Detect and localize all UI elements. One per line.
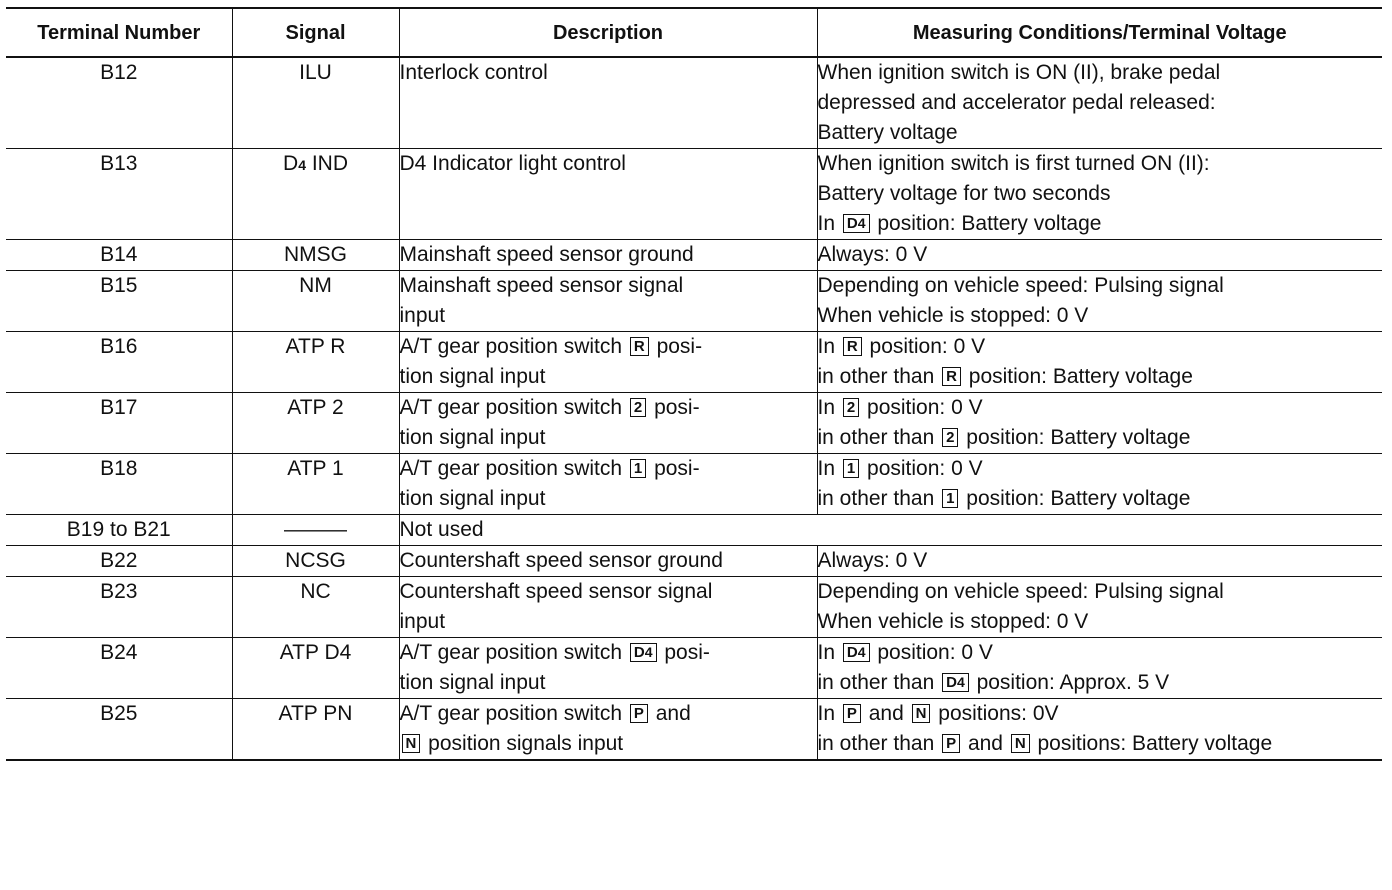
measuring-conditions-cell	[817, 699, 1382, 761]
text-run: tion signal input	[399, 365, 546, 388]
signal-cell: NM	[232, 271, 399, 332]
text-run: In	[817, 396, 841, 419]
text-run: and	[962, 732, 1009, 755]
signal-cell: ATP 1	[232, 454, 399, 515]
text-run: A/T gear position switch	[399, 335, 628, 358]
text-line: input	[399, 610, 446, 633]
description-cell	[399, 638, 817, 699]
signal-rest: IND	[305, 152, 348, 175]
terminal-number-cell: B23	[6, 577, 232, 638]
text-line	[818, 362, 1383, 392]
text-line	[400, 699, 817, 729]
signal-main: D	[283, 152, 299, 175]
description-cell	[399, 57, 817, 149]
position-symbol: D4	[630, 643, 657, 662]
position-symbol: 1	[843, 459, 859, 478]
text-run: position: 0 V	[871, 641, 993, 664]
table-row	[6, 454, 1382, 515]
text-line: Countershaft speed sensor signal	[399, 580, 713, 603]
text-run: In	[817, 457, 841, 480]
position-symbol: N	[1011, 734, 1030, 753]
text-line	[818, 209, 1383, 239]
header-terminal-number: Terminal Number	[6, 8, 232, 57]
text-line	[818, 332, 1383, 362]
text-line	[400, 668, 817, 698]
table-row	[6, 546, 1382, 577]
position-symbol: R	[942, 367, 961, 386]
signal-cell: ATP D4	[232, 638, 399, 699]
position-symbol: R	[630, 337, 649, 356]
text-line	[818, 271, 1383, 301]
header-row	[6, 8, 1382, 57]
description-cell	[399, 577, 817, 638]
terminal-number-cell: B18	[6, 454, 232, 515]
measuring-conditions-cell	[817, 393, 1382, 454]
text-line: Countershaft speed sensor ground	[399, 549, 723, 572]
text-line	[818, 484, 1383, 514]
text-line: input	[399, 304, 446, 327]
text-run: Depending on vehicle speed: Pulsing signal	[817, 274, 1224, 297]
position-symbol: D4	[843, 214, 870, 233]
table-header	[6, 8, 1382, 57]
table-row	[6, 699, 1382, 761]
measuring-conditions-cell	[817, 332, 1382, 393]
description-cell	[399, 271, 817, 332]
text-run: In	[817, 702, 841, 725]
position-symbol: 1	[630, 459, 646, 478]
position-symbol: 2	[942, 428, 958, 447]
text-line	[818, 149, 1383, 179]
signal-cell: ———	[232, 515, 399, 546]
table-row	[6, 393, 1382, 454]
text-line: Mainshaft speed sensor ground	[399, 243, 694, 266]
text-run: position: Battery voltage	[871, 212, 1102, 235]
terminal-number-cell: B24	[6, 638, 232, 699]
signal-cell: ATP R	[232, 332, 399, 393]
text-run: in other than	[817, 487, 941, 510]
text-line	[818, 729, 1383, 759]
text-run: When vehicle is stopped: 0 V	[817, 304, 1089, 327]
description-cell	[399, 699, 817, 761]
text-run: tion signal input	[399, 671, 546, 694]
header-signal: Signal	[232, 8, 399, 57]
text-line: Interlock control	[399, 61, 548, 84]
text-run: When ignition switch is first turned ON (II):	[817, 152, 1210, 175]
table-row	[6, 271, 1382, 332]
text-run: Battery voltage	[817, 121, 958, 144]
position-symbol: P	[630, 704, 648, 723]
text-line	[400, 729, 817, 759]
description-cell	[399, 546, 817, 577]
text-run: Depending on vehicle speed: Pulsing signal	[817, 580, 1224, 603]
position-symbol: R	[843, 337, 862, 356]
terminal-number-cell: B15	[6, 271, 232, 332]
text-line	[818, 638, 1383, 668]
text-run: posi-	[648, 396, 700, 419]
text-line: D4 Indicator light control	[399, 152, 626, 175]
text-line	[818, 668, 1383, 698]
signal-cell: ATP PN	[232, 699, 399, 761]
text-run: in other than	[817, 426, 941, 449]
text-line	[818, 301, 1383, 331]
text-line	[818, 577, 1383, 607]
signal-cell: ATP 2	[232, 393, 399, 454]
text-run: A/T gear position switch	[399, 702, 628, 725]
text-run: posi-	[658, 641, 710, 664]
description-cell	[399, 240, 817, 271]
description-cell	[399, 393, 817, 454]
text-run: A/T gear position switch	[399, 457, 628, 480]
text-run: in other than	[817, 671, 941, 694]
text-line	[400, 423, 817, 453]
position-symbol: P	[942, 734, 960, 753]
signal-cell	[232, 149, 399, 240]
text-line	[400, 484, 817, 514]
position-symbol: 2	[630, 398, 646, 417]
terminal-number-cell: B12	[6, 57, 232, 149]
header-measuring-conditions: Measuring Conditions/Terminal Voltage	[817, 8, 1382, 57]
table-row	[6, 332, 1382, 393]
text-run: position: Battery voltage	[962, 365, 1193, 388]
text-run: position: Battery voltage	[960, 487, 1191, 510]
text-run: posi-	[648, 457, 700, 480]
position-symbol: P	[843, 704, 861, 723]
terminal-number-cell: B16	[6, 332, 232, 393]
measuring-conditions-cell	[817, 454, 1382, 515]
text-run: position: Approx. 5 V	[970, 671, 1170, 694]
text-run: In	[817, 212, 841, 235]
position-symbol: N	[402, 734, 421, 753]
signal-cell: ILU	[232, 57, 399, 149]
text-run: posi-	[650, 335, 703, 358]
terminal-table	[6, 7, 1382, 761]
text-run: positions: Battery voltage	[1031, 732, 1273, 755]
text-line	[818, 699, 1383, 729]
text-run: In	[817, 335, 841, 358]
table-body	[6, 57, 1382, 760]
text-run: A/T gear position switch	[399, 641, 628, 664]
measuring-conditions-cell	[817, 57, 1382, 149]
text-run: A/T gear position switch	[399, 396, 628, 419]
text-line	[818, 607, 1383, 637]
text-line	[818, 88, 1383, 118]
description-cell: Not used	[399, 515, 1382, 546]
text-run: position: 0 V	[861, 457, 983, 480]
text-run: position: 0 V	[863, 335, 986, 358]
signal-cell: NCSG	[232, 546, 399, 577]
description-cell	[399, 149, 817, 240]
description-cell	[399, 454, 817, 515]
measuring-conditions-cell	[817, 149, 1382, 240]
text-run: depressed and accelerator pedal released:	[817, 91, 1216, 114]
text-line	[818, 58, 1383, 88]
text-run: in other than	[817, 732, 941, 755]
text-line	[818, 423, 1383, 453]
text-line: Mainshaft speed sensor signal	[399, 274, 684, 297]
position-symbol: 2	[843, 398, 859, 417]
measuring-conditions-cell	[817, 240, 1382, 271]
text-run: When vehicle is stopped: 0 V	[817, 610, 1089, 633]
terminal-number-cell: B22	[6, 546, 232, 577]
text-run: tion signal input	[399, 487, 546, 510]
measuring-conditions-cell	[817, 271, 1382, 332]
text-line	[818, 454, 1383, 484]
text-line	[818, 118, 1383, 148]
table-row	[6, 57, 1382, 149]
position-symbol: D4	[843, 643, 870, 662]
position-symbol: 1	[942, 489, 958, 508]
table-row	[6, 515, 1382, 546]
signal-cell: NC	[232, 577, 399, 638]
measuring-conditions-cell	[817, 638, 1382, 699]
text-line	[818, 546, 1383, 576]
text-line	[818, 179, 1383, 209]
table-row	[6, 638, 1382, 699]
description-cell	[399, 332, 817, 393]
text-run: Always: 0 V	[817, 243, 928, 266]
signal-cell: NMSG	[232, 240, 399, 271]
table-row	[6, 577, 1382, 638]
text-line	[400, 638, 817, 668]
signal-sub: 4	[298, 157, 306, 173]
text-line	[400, 362, 817, 392]
terminal-number-cell: B14	[6, 240, 232, 271]
text-line	[400, 393, 817, 423]
header-description: Description	[399, 8, 817, 57]
text-run: position: 0 V	[861, 396, 983, 419]
terminal-number-cell: B17	[6, 393, 232, 454]
text-run: and	[649, 702, 691, 725]
text-line	[818, 240, 1383, 270]
measuring-conditions-cell	[817, 546, 1382, 577]
text-line	[818, 393, 1383, 423]
position-symbol: N	[912, 704, 931, 723]
text-run: Battery voltage for two seconds	[817, 182, 1111, 205]
terminal-number-cell: B19 to B21	[6, 515, 232, 546]
text-run: position: Battery voltage	[960, 426, 1191, 449]
table-row	[6, 149, 1382, 240]
text-run: in other than	[817, 365, 941, 388]
text-run: and	[862, 702, 910, 725]
table-row	[6, 240, 1382, 271]
text-run: positions: 0V	[932, 702, 1059, 725]
terminal-number-cell: B13	[6, 149, 232, 240]
text-run: When ignition switch is ON (II), brake pedal	[817, 61, 1221, 84]
text-line	[400, 454, 817, 484]
text-line	[400, 332, 817, 362]
text-run: Always: 0 V	[817, 549, 928, 572]
text-run: position signals input	[422, 732, 624, 755]
terminal-number-cell: B25	[6, 699, 232, 761]
measuring-conditions-cell	[817, 577, 1382, 638]
position-symbol: D4	[942, 673, 969, 692]
text-run: In	[817, 641, 841, 664]
text-run: tion signal input	[399, 426, 546, 449]
